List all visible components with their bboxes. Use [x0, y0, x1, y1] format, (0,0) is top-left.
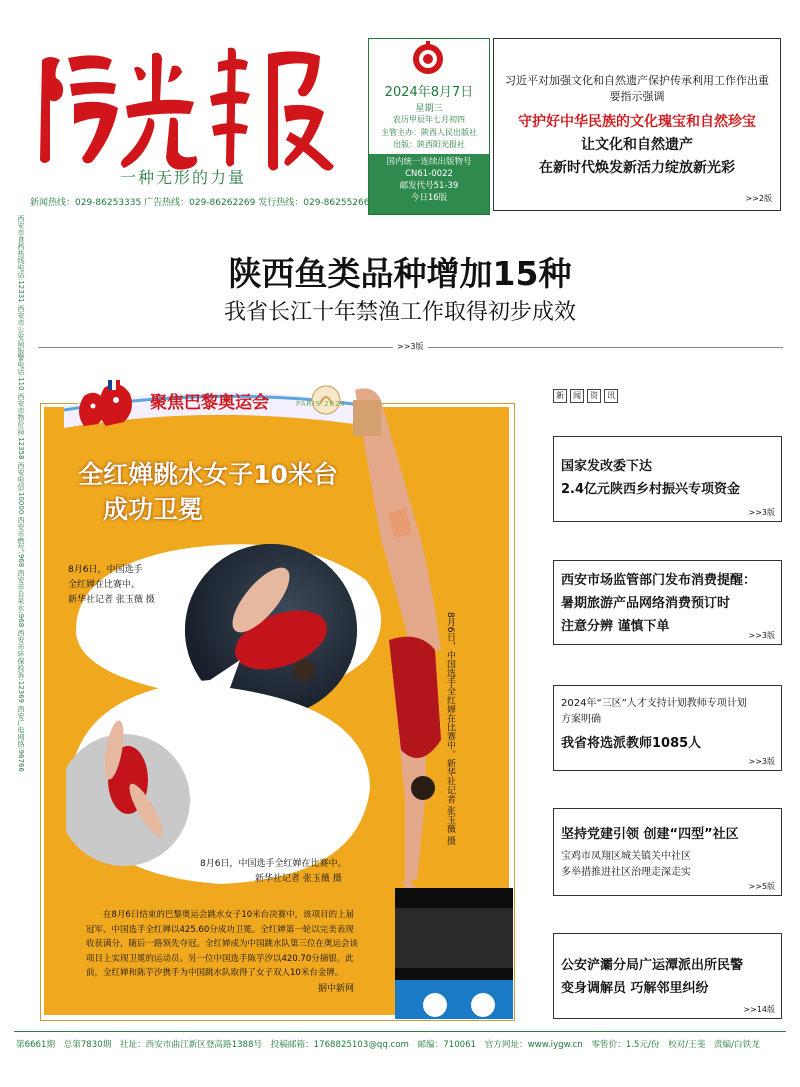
- top-right-story[interactable]: [493, 38, 781, 211]
- hotlines: [30, 195, 370, 208]
- news-item-1[interactable]: [553, 436, 782, 522]
- lunar-date: 农历甲辰年七月初四: [393, 115, 465, 124]
- news-item-3-headline: 我省将选派教师1085人: [561, 736, 702, 751]
- photo-caption-1: [68, 563, 155, 608]
- olympics-banner-title: 聚焦巴黎奥运会: [150, 393, 269, 413]
- postal-code: 邮发代号51-39: [399, 181, 459, 191]
- top-story-line-1: 守护好中华民族的文化瑰宝和自然珍宝: [518, 114, 756, 130]
- news-item-4[interactable]: [553, 808, 782, 896]
- mascot-icon: [79, 380, 132, 426]
- news-label-char: 闻: [570, 389, 584, 403]
- news-item-3-kicker: [561, 696, 774, 728]
- hotline-ads: 广告热线：029-86262269: [144, 198, 256, 208]
- news-item-1-headline: [561, 455, 774, 501]
- feature-headline-line-2[interactable]: 成功卫冕: [102, 495, 203, 524]
- news-item-3-page-jump[interactable]: >>3版: [748, 757, 775, 766]
- lead-page-jump[interactable]: >>3版: [393, 341, 428, 352]
- hotline-news: 新闻热线：029-86253335: [30, 198, 142, 208]
- issn-label: 国内统一连续出版物号: [386, 157, 472, 167]
- service-hotlines-strip: 西安市食药热线电话:12331 西安市公安局报警电话:110 西安市物价局:12358 西安电信:10000 西安市燃气:968 西安市自来水:968 西安市环保投诉:12369 西安广电网络:96766: [17, 215, 25, 772]
- caption-2-line-1: 8月6日，中国选手全红婵在比赛中。: [200, 859, 347, 869]
- caption-1-line-2: 全红婵在比赛中。: [68, 580, 141, 590]
- news-section-label: [553, 383, 621, 403]
- page-count: 今日16版: [410, 193, 448, 203]
- news-item-5[interactable]: [553, 933, 782, 1019]
- top-story-headline: [500, 111, 774, 180]
- lead-headline[interactable]: 陕西鱼类品种增加15种: [228, 254, 572, 293]
- news-label-char: 讯: [604, 389, 618, 403]
- sponsor: 主管主办：陕西人民出版社: [381, 128, 477, 137]
- weekday: 星期三: [415, 104, 443, 114]
- caption-1-line-1: 8月6日，中国选手: [68, 565, 143, 575]
- subhead-line: 多举措推进社区治理走深走实: [561, 867, 691, 878]
- kicker-line: 2024年“三区”人才支持计划教师专项计划: [561, 698, 747, 709]
- headline-line: 国家发改委下达: [561, 459, 653, 474]
- news-item-4-subhead: [561, 849, 774, 881]
- vertical-photo-caption: 8月6日，中国选手全红婵在比赛中。新华社记者 张玉薇 摄: [445, 612, 455, 846]
- news-item-3[interactable]: [553, 685, 782, 771]
- photo-bubble-2: [66, 660, 376, 890]
- article-source: 据中新网: [318, 984, 355, 994]
- caption-1-line-3: 新华社记者 张玉薇 摄: [68, 595, 155, 605]
- hotline-distribution: 发行热线：029-86255266: [258, 198, 370, 208]
- headline-line: 注意分辨 谨慎下单: [561, 619, 670, 634]
- news-item-2-headline: [561, 569, 774, 638]
- masthead-logo: [22, 40, 357, 180]
- headline-line: 暑期旅游产品网络消费预订时: [561, 596, 731, 611]
- kicker-line: 方案明确: [561, 714, 601, 725]
- news-item-5-page-jump[interactable]: >>14版: [743, 1005, 775, 1014]
- footer-imprint: 第6661期 总第7830期 社址：西安市曲江新区登高路1388号 投稿邮箱：1768825103@qq.com 邮编：710061 官方网址：www.iygw.cn 零售价：1.5元/份 校对/王斐 责编/白铁龙: [16, 1040, 760, 1050]
- cn-number: CN61-0022: [405, 169, 453, 179]
- headline-line: 西安市场监管部门发布消费提醒：: [561, 573, 757, 588]
- feature-article-body: 在8月6日结束的巴黎奥运会跳水女子10米台决赛中，该项目的上届冠军、中国选手全红婵以425.60分成功卫冕。全红婵第一轮以完美表现收获满分，随后一路领先夺冠。全红婵成为中国跳水队第三位在奥运会该项目上实现卫冕的运动员。另一位中国选手陈芋汐以420.70分摘银。此前，全红婵和陈芋汐携手为中国跳水队取得了女子双人10米台金牌。: [86, 910, 359, 978]
- paris-2024-label: PARIS 2024: [296, 400, 346, 408]
- top-story-line-3: 在新时代焕发新活力绽放新光彩: [539, 160, 735, 176]
- footer-divider: [14, 1031, 786, 1032]
- news-item-4-page-jump[interactable]: >>5版: [748, 882, 775, 891]
- news-label-char: 新: [553, 389, 567, 403]
- top-story-kicker: 习近平对加强文化和自然遗产保护传承利用工作作出重要指示强调: [505, 74, 769, 103]
- headline-line: 变身调解员 巧解邻里纠纷: [561, 981, 709, 996]
- photo-caption-2: [200, 857, 346, 887]
- issue-date: 2024年8月7日: [384, 85, 474, 100]
- subhead-line: 宝鸡市凤翔区城关镇关中社区: [561, 851, 691, 862]
- top-story-line-2: 让文化和自然遗产: [581, 137, 693, 153]
- headline-line: 公安浐灞分局广运潭派出所民警: [561, 958, 744, 973]
- feature-headline-line-1[interactable]: 全红婵跳水女子10米台: [78, 460, 338, 489]
- issue-info-band: [369, 154, 489, 214]
- caption-2-line-2: 新华社记者 张玉薇 摄: [255, 874, 342, 884]
- diving-platform: [395, 888, 513, 1019]
- news-item-2-page-jump[interactable]: >>3版: [748, 631, 775, 640]
- news-item-4-headline: 坚持党建引领 创建“四型”社区: [561, 827, 739, 842]
- date-box: [368, 38, 490, 215]
- headline-line: 2.4亿元陕西乡村振兴专项资金: [561, 482, 741, 497]
- lead-subheadline: 我省长江十年禁渔工作取得初步成效: [223, 300, 576, 325]
- news-item-2[interactable]: [553, 560, 782, 645]
- newspaper-emblem-icon: [411, 41, 445, 75]
- news-label-char: 资: [587, 389, 601, 403]
- news-item-1-page-jump[interactable]: >>3版: [748, 508, 775, 517]
- masthead-slogan: 一种无形的力量: [120, 168, 247, 187]
- page-jump[interactable]: >>2版: [745, 194, 772, 203]
- news-item-5-headline: [561, 954, 774, 1000]
- publisher: 出版：陕西阳光报社: [393, 140, 465, 149]
